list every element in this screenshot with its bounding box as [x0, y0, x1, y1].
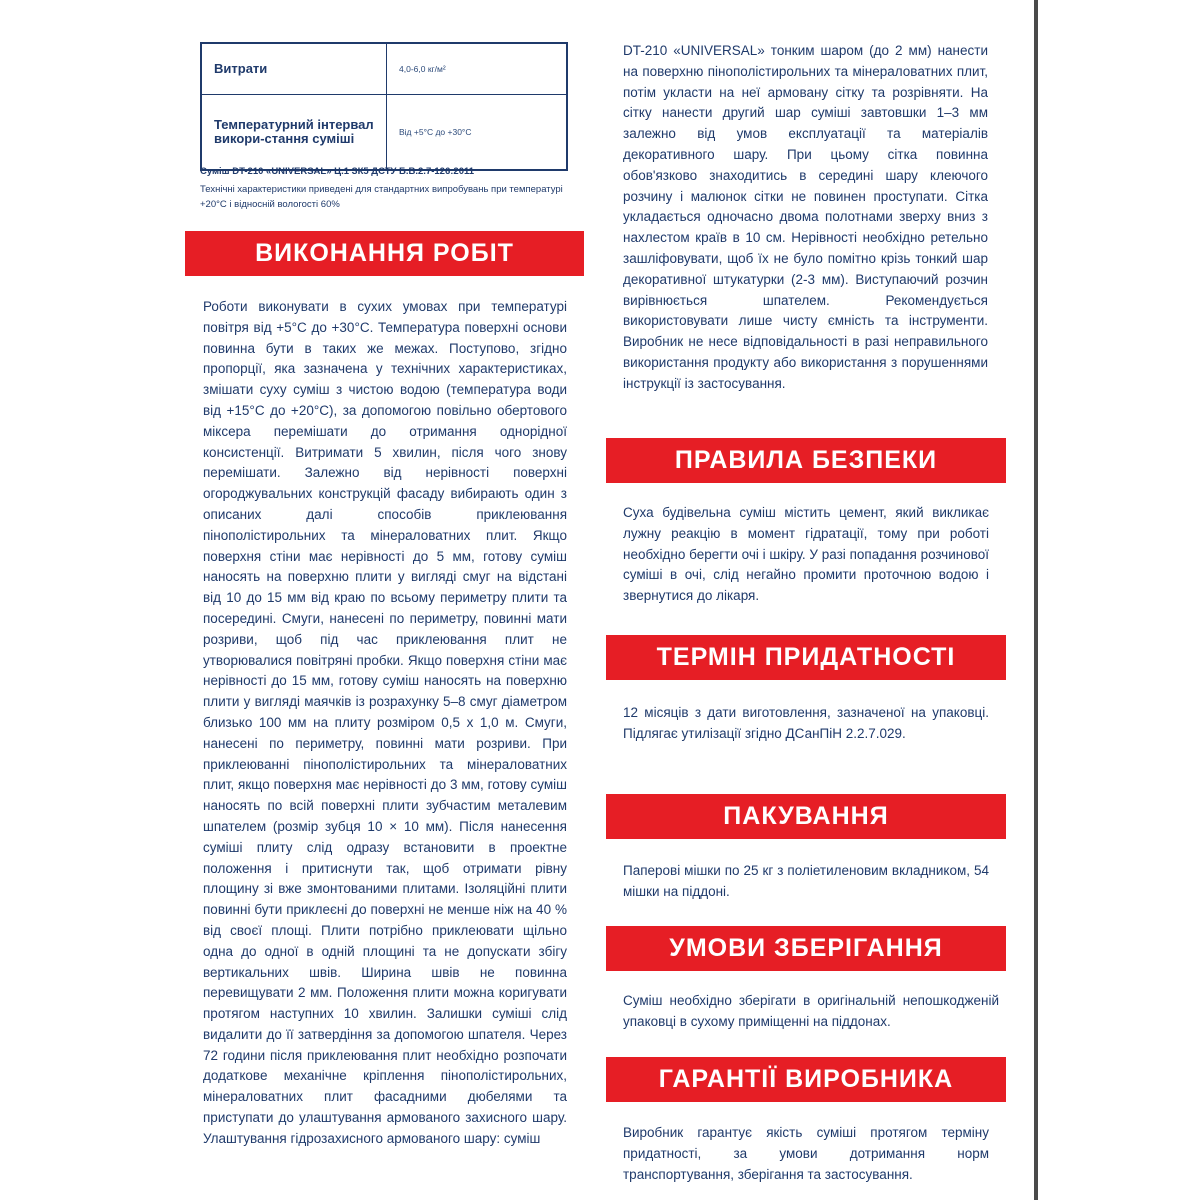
standard-note: Суміш DT-210 «UNIVERSAL» Ц.1 ЗК5 ДСТУ Б.В.2.7-126:2011 [200, 166, 475, 177]
section-heading-storage: УМОВИ ЗБЕРІГАННЯ [606, 926, 1006, 971]
work-text-left: Роботи виконувати в сухих умовах при температурі повітря від +5°С до +30°С. Температура поверхні основи повинна бути в таких же межах. Поступово, згідно пропорції, яка зазначена у технічних характеристиках, змішати суху суміш з чистою водою (температура води від +15°С до +20°С), за допомогою повільно обертового міксера перемішати до отримання однорідної консистенції. Витримати 5 хвилин, після чого знову перемішати. Залежно від нерівності поверхні огороджувальних конструкцій фасаду вибирають один з описаних далі способів приклеювання пінополістирольних та мінераловатних плит. Якщо поверхня стіни має нерівності до 5 мм, готову суміш наносять на поверхню плити у вигляді смуг на відстані від 10 до 15 мм від краю по всьому периметру плити та посередині. Смуги, нанесені по периметру, повинні мати розриви, щоб під час приклеювання плит не утворювалися повітряні пробки. Якщо поверхня стіни має нерівності до 15 мм, готову суміш наносять на поверхню плити у вигляді маячків із розрахунку 5–8 смуг діаметром близько 100 мм на плиту розміром 0,5 х 1,0 м. Смуги, нанесені по периметру, повинні мати розриви. При приклеюванні пінополістирольних та мінераловатних плит, якщо поверхня має нерівності до 3 мм, готову суміш наносять по всій поверхні плити зубчастим металевим шпателем (розмір зубця 10 × 10 мм). Після нанесення суміші плиту слід одразу встановити в проектне положення і притиснути так, щоб отримати рівну площину зі вже змонтованими плитами. Ізоляційні плити повинні бути приклеєні до поверхні не менше ніж на 40 % від своєї площі. Плити потрібно приклеювати щільно одна до одної в одній площині та не допускати збігу вертикальних швів. Ширина швів не повинна перевищувати 2 мм. Положення плити можна коригувати протягом наступних 10 хвилин. Залишки суміші слід видалити до її затвердіння за допомогою шпателя. Через 72 години після приклеювання плит необхідно розпочати додаткове механічне кріплення пінополістирольних, мінераловатних плит фасадними дюбелями та приступати до улаштування армованого захисного шару. Улаштування гідрозахисного армованого шару: суміш [203, 299, 567, 1146]
section-heading-shelf-life: ТЕРМІН ПРИДАТНОСТІ [606, 635, 1006, 680]
shelf-life-text: 12 місяців з дати виготовлення, зазначеної на упаковці. Підлягає утилізації згідно ДСанПіН 2.2.7.029. [623, 705, 989, 741]
section-heading-safety: ПРАВИЛА БЕЗПЕКИ [606, 438, 1006, 483]
section-heading-packaging: ПАКУВАННЯ [606, 794, 1006, 839]
spec-value: 4,0-6,0 кг/м² [387, 43, 568, 95]
table-row [201, 43, 567, 95]
section-heading-warranty: ГАРАНТІЇ ВИРОБНИКА [606, 1057, 1006, 1102]
table-row [201, 95, 567, 171]
spec-label: Витрати [201, 43, 387, 95]
spec-table [200, 42, 568, 171]
spec-label: Температурний інтервал викори-стання суміші [201, 95, 387, 171]
warranty-text: Виробник гарантує якість суміші протягом терміну придатності, за умови дотримання норм транспортування, зберігання та застосування. [623, 1125, 989, 1182]
safety-text: Суха будівельна суміш містить цемент, який викликає лужну реакцію в момент гідратації, тому при роботі необхідно берегти очі і шкіру. У разі попадання розчинової суміші в очі, слід негайно промити проточною водою і звернутися до лікаря. [623, 505, 989, 604]
conditions-note: Технічні характеристики приведені для стандартних випробувань при температурі +20°С і відносній вологості 60% [200, 184, 563, 210]
work-text-right: DT-210 «UNIVERSAL» тонким шаром (до 2 мм) нанести на поверхню пінополістирольних та мінераловатних плит, потім укласти на неї армовану сітку та розрівняти. На сітку нанести другий шар суміші завтовшки 1–3 мм залежно від умов експлуатації та матеріалів декоративного шару. При цьому сітка повинна обов'язково знаходитись в середині шару клеючого розчину і малюнок сітки не повинен проступати. Сітка укладається одночасно двома полотнами зверху вниз з нахлестом країв в 10 см. Нерівності необхідно ретельно зашліфовувати, щоб їх не було помітно крізь тонкий шар декоративної штукатурки (2-3 мм). Виступаючий розчин вирівнюється шпателем. Рекомендується використовувати лише чисту ємність та інструменти. Виробник не несе відповідальності в разі неправильного використання продукту або використання з порушеннями інструкції із застосування. [623, 43, 988, 391]
storage-text: Суміш необхідно зберігати в оригінальній непошкодженій упаковці в сухому приміщенні на піддонах. [623, 993, 999, 1029]
spec-value: Від +5°С до +30°С [387, 95, 568, 171]
page-edge-divider [1034, 0, 1038, 1200]
packaging-text: Паперові мішки по 25 кг з поліетиленовим вкладником, 54 мішки на піддоні. [623, 863, 989, 899]
section-heading-work: ВИКОНАННЯ РОБІТ [185, 231, 584, 276]
